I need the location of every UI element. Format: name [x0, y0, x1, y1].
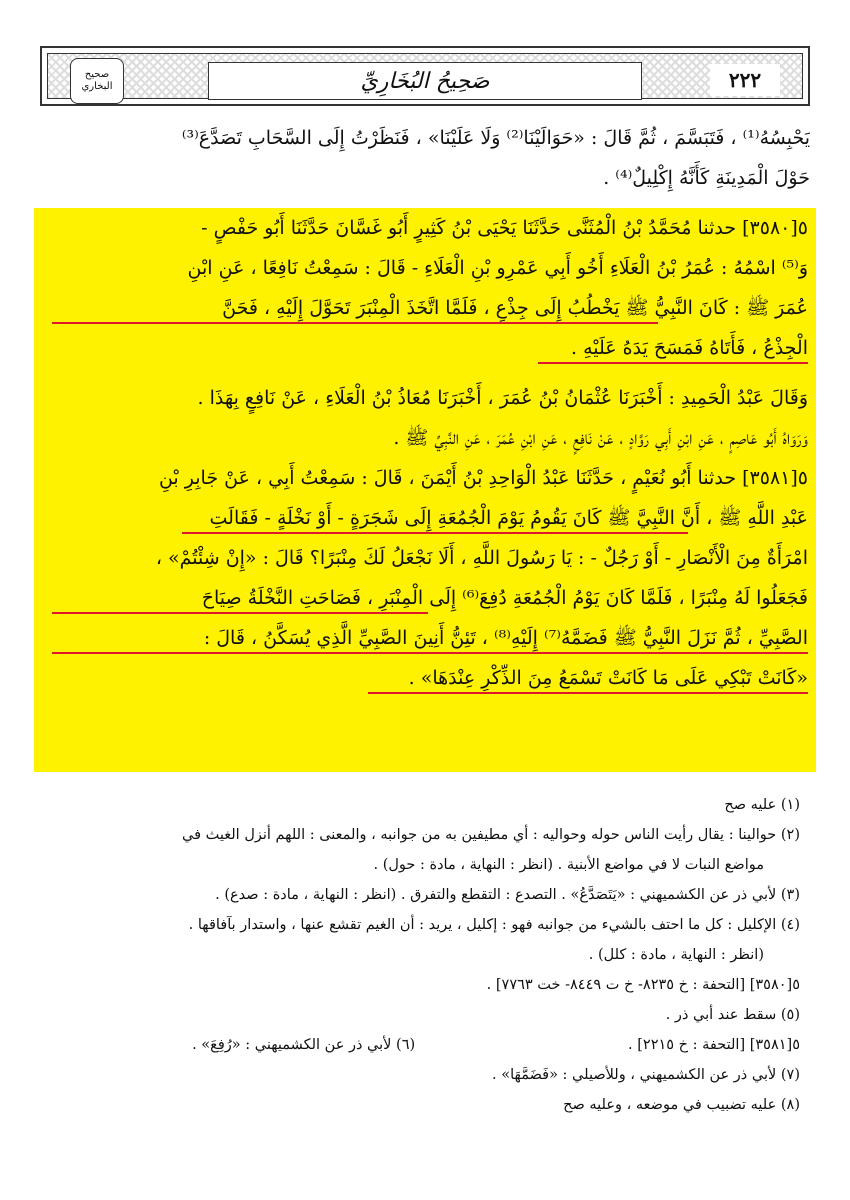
hadith-3581-line: ٥[٣٥٨١] حدثنا أَبُو نُعَيْمٍ ، حَدَّثَنَا عَبْدُ الْوَاحِدِ بْنُ أَيْمَنَ ، قَالَ : سَمِعْتُ أَبِي ، عَنْ جَابِرِ بْنِ — [158, 467, 808, 489]
hadith-3580-line: عُمَرَ ﷺ : كَانَ النَّبِيُّ ﷺ يَخْطُبُ إِلَى جِذْعٍ ، فَلَمَّا اتَّخَذَ الْمِنْبَرَ تَحَوَّلَ إِلَيْهِ ، فَحَنَّ — [42, 288, 808, 328]
footnote: (١) عليه صح — [724, 797, 800, 813]
hadith-3581-line: عَبْدِ اللَّهِ ﷺ ، أَنَّ النَّبِيَّ ﷺ كَانَ يَقُومُ يَوْمَ الْجُمُعَةِ إِلَى شَجَرَةٍ - أَوْ نَخْلَةٍ - فَقَالَتِ — [42, 498, 808, 538]
ornamental-border — [47, 53, 803, 99]
footnote: (٨) عليه تضبيب في موضعه ، وعليه صح — [563, 1097, 800, 1113]
footnote: (٥) سقط عند أبي ذر . — [665, 1007, 800, 1023]
book-title: صَحِيحُ البُخَارِيِّ — [360, 68, 490, 94]
book-logo-text: صحيح البخاري — [81, 69, 113, 92]
hadith-3581-line: امْرَأَةٌ مِنَ الْأَنْصَارِ - أَوْ رَجُلٌ - : يَا رَسُولَ اللَّهِ ، أَلَا نَجْعَلُ لَكَ مِنْبَرًا؟ قَالَ : «إِنْ شِئْتُمْ» ، — [155, 547, 808, 569]
red-underline — [182, 532, 688, 534]
tuhfa-reference: ٥[٣٥٨١] [التحفة : خ ٢٢١٥] . — [628, 1037, 800, 1053]
footnote: (٤) الإكليل : كل ما احتف بالشيء من جوانبه فهو : إكليل ، يريد : أن الغيم تقشع عنها ، واستدار بآفاقها . — [188, 917, 800, 933]
hadith-3580-line: وَ⁽⁵⁾ اسْمُهُ : عُمَرُ بْنُ الْعَلَاءِ أَخُو أَبِي عَمْرِو بْنِ الْعَلَاءِ - قَالَ : سَمِعْتُ نَافِعًا ، عَنِ ابْنِ — [187, 257, 808, 279]
page-number: ٢٢٢ — [710, 64, 780, 96]
footnote-row — [60, 1030, 800, 1060]
red-underline — [52, 652, 808, 654]
intro-text — [40, 118, 810, 198]
footnote-continuation: (انظر : النهاية ، مادة : كلل) . — [588, 947, 764, 963]
chain-line: وَقَالَ عَبْدُ الْحَمِيدِ : أَخْبَرَنَا عُثْمَانُ بْنُ عُمَرَ ، أَخْبَرَنَا مُعَاذُ بْنُ الْعَلَاءِ ، عَنْ نَافِعٍ بِهَذَا . — [197, 387, 808, 409]
hadith-3580-line: الْجِذْعُ ، فَأَتَاهُ فَمَسَحَ يَدَهُ عَلَيْهِ . — [42, 328, 808, 368]
footnote: (٧) لأبي ذر عن الكشميهني ، وللأصيلي : «فَضَمَّهَا» . — [492, 1067, 800, 1083]
hadith-3581-line: «كَانَتْ تَبْكِي عَلَى مَا كَانَتْ تَسْمَعُ مِنَ الذِّكْرِ عِنْدَهَا» . — [42, 658, 808, 698]
chain-line: وَرَوَاهُ أَبُو عَاصِمٍ ، عَنِ ابْنِ أَبِي رَوَّادٍ ، عَنْ نَافِعٍ ، عَنِ ابْنِ عُمَرَ ، عَنِ النَّبِيِّ ﷺ . — [393, 427, 808, 449]
red-underline — [52, 612, 428, 614]
red-underline — [368, 692, 808, 694]
footnote: (٢) حوالينا : يقال رأيت الناس حوله وحواليه : أي مطيفين به من جوانبه ، والمعنى : اللهم أنزل الغيث في — [182, 827, 800, 843]
page-header — [40, 46, 810, 106]
red-underline — [538, 362, 808, 364]
hadith-3580-line: ٥[٣٥٨٠] حدثنا مُحَمَّدُ بْنُ الْمُثَنَّى حَدَّثَنَا يَحْيَى بْنُ كَثِيرٍ أَبُو غَسَّانَ حَدَّثَنَا أَبُو حَفْصٍ - — [201, 217, 808, 239]
highlighted-passage — [34, 208, 816, 772]
footnote: (٣) لأبي ذر عن الكشميهني : «يَتَصَدَّعُ» . التصدع : التقطع والتفرق . (انظر : النهاية ، مادة : صدع) . — [215, 887, 800, 903]
hadith-3581-line: فَجَعَلُوا لَهُ مِنْبَرًا ، فَلَمَّا كَانَ يَوْمُ الْجُمُعَةِ دُفِعَ⁽⁶⁾ إِلَى الْمِنْبَرِ ، فَصَاحَتِ النَّخْلَةُ صِيَاحَ — [42, 578, 808, 618]
hadith-3581-line: الصَّبِيِّ ، ثُمَّ نَزَلَ النَّبِيُّ ﷺ فَضَمَّهُ⁽⁷⁾ إِلَيْهِ⁽⁸⁾ ، تَئِنُّ أَنِينَ الصَّبِيِّ الَّذِي يُسَكَّنُ ، قَالَ : — [42, 618, 808, 658]
footnote-continuation: مواضع النبات لا في مواضع الأبنية . (انظر : النهاية ، مادة : حول) . — [373, 857, 764, 873]
footnotes — [60, 790, 800, 1120]
footnote: (٦) لأبي ذر عن الكشميهني : «رُفِعَ» . — [192, 1037, 416, 1053]
tuhfa-reference: ٥[٣٥٨٠] [التحفة : خ ٨٢٣٥- خ ت ٨٤٤٩- خت ٧٧٦٣] . — [486, 977, 800, 993]
text-line: حَوْلَ الْمَدِينَةِ كَأَنَّهُ إِكْلِيلٌ⁽⁴⁾ . — [603, 167, 810, 189]
red-underline — [52, 322, 658, 324]
book-logo — [70, 58, 124, 104]
text-line: يَحْبِسُهُ⁽¹⁾ ، فَتَبَسَّمَ ، ثُمَّ قَالَ : «حَوَالَيْنَا⁽²⁾ وَلَا عَلَيْنَا» ، فَنَظَرْتُ إِلَى السَّحَابِ تَصَدَّعَ⁽³⁾ — [181, 127, 810, 149]
title-frame — [208, 62, 642, 100]
